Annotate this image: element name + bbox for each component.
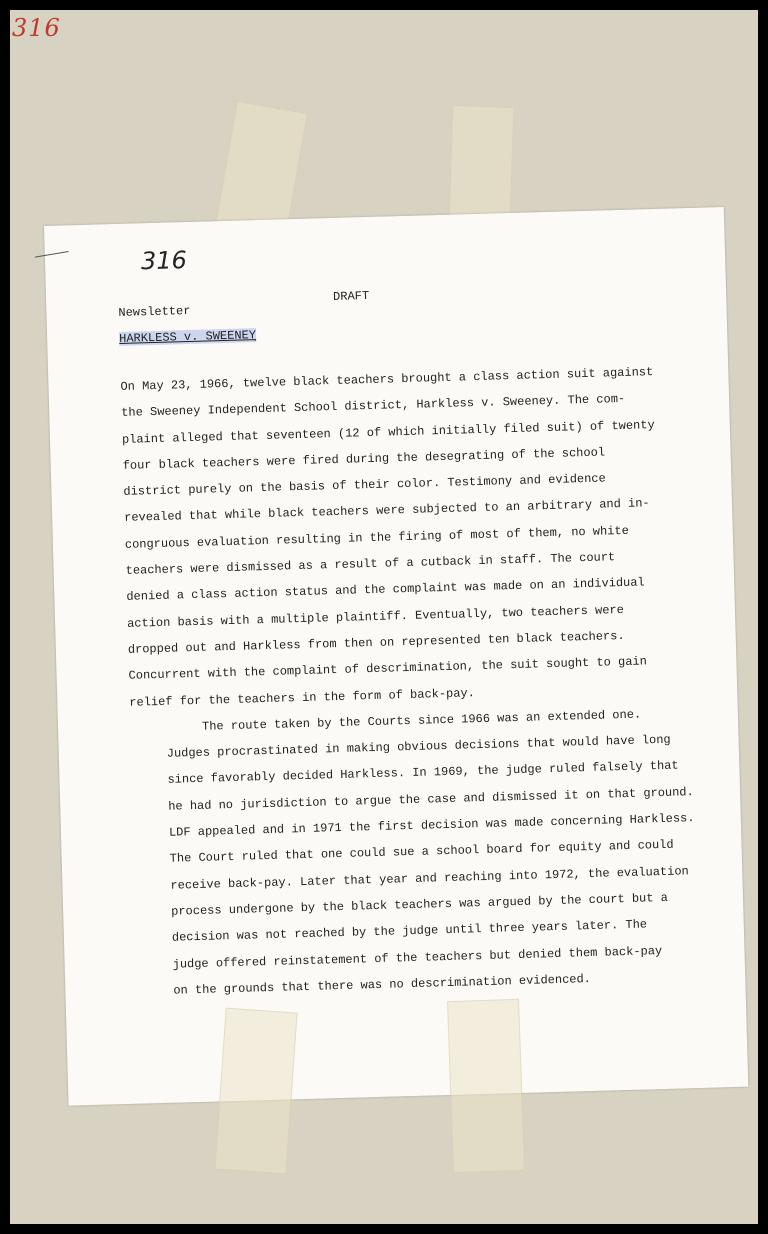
text-line: action basis with a multiple plaintiff. Eventually, two teachers were [126, 602, 625, 631]
text-line: revealed that while black teachers were subjected to an arbitrary and in- [123, 496, 650, 526]
text-line: denied a class action status and the complaint was made on an individual [126, 575, 645, 605]
archive-frame [10, 10, 758, 1224]
paragraph-1 [120, 360, 655, 716]
draft-label: DRAFT [332, 288, 370, 304]
text-line: judge offered reinstatement of the teachers but denied them back-pay [172, 943, 663, 972]
text-line: Judges procrastinated in making obvious decisions that would have long [166, 732, 671, 761]
text-line: plaint alleged that seventeen (12 of which initially filed suit) of twenty [121, 417, 655, 447]
text-line: LDF appealed and in 1971 the first decision was made concerning Harkless. [168, 811, 695, 840]
text-line: The route taken by the Courts since 1966 was an extended one. [201, 707, 642, 734]
case-title: HARKLESS v. SWEENEY [118, 328, 257, 346]
text-line: Concurrent with the complaint of descrimination, the suit sought to gain [128, 654, 648, 684]
text-line: process undergone by the black teachers was argued by the court but a [170, 890, 669, 919]
text-line: The Court ruled that one could sue a school board for equity and could [169, 838, 674, 867]
text-line: relief for the teachers in the form of back-pay. [129, 685, 476, 710]
tape-strip [214, 1008, 297, 1175]
text-line: four black teachers were fired during the desegrating of the school [122, 445, 606, 473]
archive-number: 316 [12, 14, 61, 42]
page-number: 316 [140, 246, 188, 276]
text-line: teachers were dismissed as a result of a cutback in staff. The court [125, 550, 616, 578]
text-line: receive back-pay. Later that year and reaching into 1972, the evaluation [170, 863, 689, 893]
body-text [120, 360, 695, 1005]
margin-mark [35, 251, 69, 258]
text-line: decision was not reached by the judge until three years later. The [171, 917, 648, 945]
document-page [44, 207, 748, 1106]
paragraph-2 [130, 702, 695, 1005]
text-line: dropped out and Harkless from then on represented ten black teachers. [127, 628, 625, 657]
text-line: on the grounds that there was no descrimination evidenced. [173, 971, 592, 998]
text-line: district purely on the basis of their color. Testimony and evidence [123, 471, 606, 500]
text-line: On May 23, 1966, twelve black teachers brought a class action suit against [120, 365, 654, 394]
newsletter-label: Newsletter [118, 303, 191, 320]
text-line: the Sweeney Independent School district, Harkless v. Sweeney. The com- [121, 392, 626, 421]
tape-strip [447, 999, 525, 1173]
text-line: he had no jurisdiction to argue the case and dismissed it on that ground. [168, 784, 694, 814]
text-line: since favorably decided Harkless. In 1969, the judge ruled falsely that [167, 758, 679, 788]
text-line: congruous evaluation resulting in the firing of most of them, no white [124, 523, 630, 552]
